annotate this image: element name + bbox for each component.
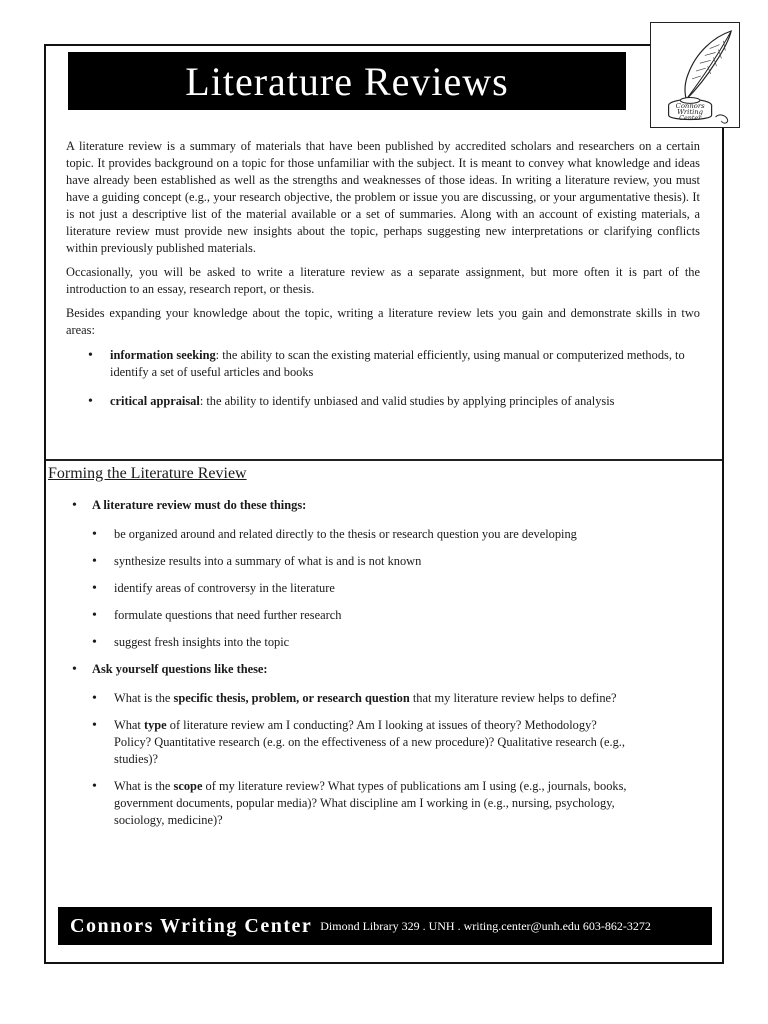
question-post: of my literature review? What types of publications am I using (e.g., journals, books, government documents, popular media)? What discipline am I working in (e.g., nursing, psychology, sociology, medicine)?: [114, 778, 627, 827]
skill-item: [88, 393, 700, 410]
footer-contact: Dimond Library 329 . UNH . writing.center@unh.edu 603-862-3272: [320, 918, 651, 933]
logo-line-1: Connors: [675, 102, 705, 111]
question-item: [48, 717, 708, 768]
list-item: • be organized around and related directly to the thesis or research question you are developing: [48, 526, 708, 543]
question-pre: What is the: [114, 778, 174, 793]
skill-term: information seeking: [110, 347, 216, 362]
forming-section: [48, 463, 708, 839]
intro-paragraph: Occasionally, you will be asked to write a literature review as a separate assignment, but more often it is part of the introduction to an essay, research report, or thesis.: [66, 264, 700, 296]
writing-center-logo: [650, 22, 740, 128]
questions-group: [48, 661, 708, 678]
skill-term: critical appraisal: [110, 393, 200, 408]
list-item: • identify areas of controversy in the literature: [48, 580, 708, 597]
footer-bar: [58, 907, 712, 945]
section-divider: [46, 459, 722, 461]
skills-list: [88, 347, 700, 410]
question-post: of literature review am I conducting? Am I looking at issues of theory? Methodology? Policy? Quantitative research (e.g. on the effectiveness of a new procedure)? Qualitative research (e.g., studies)?: [114, 717, 625, 766]
intro-section: [66, 138, 700, 422]
requirements-group: [48, 497, 708, 514]
list-item: • suggest fresh insights into the topic: [48, 634, 708, 651]
title-text: Literature Reviews: [185, 58, 509, 104]
section-heading: Forming the Literature Review: [48, 465, 247, 482]
footer-name: Connors Writing Center: [70, 914, 313, 937]
question-post: that my literature review helps to define?: [409, 690, 617, 705]
logo-line-2: Writing: [677, 108, 704, 117]
skill-item: [88, 347, 700, 381]
logo-line-3: Center: [679, 114, 702, 122]
page-title: [68, 52, 626, 110]
question-bold: type: [143, 717, 167, 732]
question-bold: scope: [173, 778, 203, 793]
question-item: [48, 690, 708, 707]
question-bold: specific thesis, problem, or research question: [173, 690, 410, 705]
quill-inkwell-icon: [651, 23, 739, 127]
list-item: • synthesize results into a summary of what is and is not known: [48, 553, 708, 570]
question-item: [48, 778, 708, 829]
group-title: • A literature review must do these things:: [92, 497, 307, 512]
skill-desc: : the ability to scan the existing material efficiently, using manual or computerized methods, to identify a set of useful articles and books: [110, 347, 685, 379]
intro-paragraph: A literature review is a summary of materials that have been published by accredited scholars and researchers on a certain topic. It provides background on a topic for those unfamiliar with the subject. It is meant to convey what knowledge and ideas have already been established as well as the strengths and weaknesses of those ideas. In writing a literature review, you must have a guiding concept (e.g., your research objective, the problem or issue you are discussing, or your argumentative thesis). It is not just a descriptive list of the material available or a set of summaries. Along with an account of existing materials, a literature review must provide new insights about the topic, perhaps suggesting new interpretations or clarifying conflicts within previously published materials.: [66, 139, 700, 255]
group-title: • Ask yourself questions like these:: [92, 661, 268, 676]
list-item: • formulate questions that need further research: [48, 607, 708, 624]
intro-paragraph: Besides expanding your knowledge about the topic, writing a literature review lets you gain and demonstrate skills in two areas:: [66, 305, 700, 337]
skill-desc: : the ability to identify unbiased and valid studies by applying principles of analysis: [199, 393, 615, 408]
question-pre: What is the: [114, 690, 174, 705]
question-pre: What: [114, 717, 144, 732]
